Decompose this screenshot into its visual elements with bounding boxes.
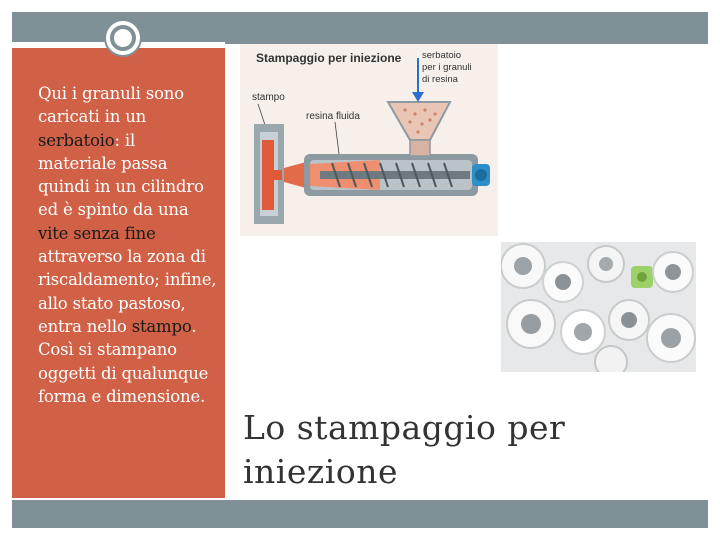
diagram-heading: Stampaggio per iniezione [256, 51, 402, 65]
keyword-stampo: stampo [131, 316, 192, 336]
label-hopper-1: serbatoio [422, 50, 462, 61]
injection-diagram [240, 44, 498, 236]
keyword-serbatoio: serbatoio [38, 130, 115, 150]
hopper-throat [410, 140, 430, 156]
label-mold: stampo [252, 92, 285, 103]
label-hopper-2: per i granuli [422, 62, 472, 73]
body-text-part: attraverso la zona di riscaldamento; infine, allo stato pastoso, entra nello [38, 247, 217, 336]
body-text-part: Qui i granuli sono caricati in un [38, 84, 184, 127]
ring-ornament-icon [104, 19, 142, 57]
body-text-part: : il materiale passa quindi in un cilindro ed è spinto da una [38, 130, 204, 220]
plastic-fittings-photo [501, 242, 696, 372]
injection-diagram-graphic [240, 44, 498, 236]
keyword-vite-senza-fine: vite senza fine [38, 223, 156, 243]
bottom-decor-bar [12, 500, 708, 528]
body-text [38, 82, 218, 408]
label-resin: resina fluida [306, 111, 360, 122]
label-hopper-3: di resina [422, 74, 458, 85]
slide-title: Lo stampaggio per iniezione [243, 408, 566, 491]
body-text-part: . Così si stampano oggetti di qualunque forma e dimensione. [38, 316, 209, 406]
plastic-fittings-graphic [501, 242, 696, 372]
drive-motor-hub [475, 169, 487, 181]
